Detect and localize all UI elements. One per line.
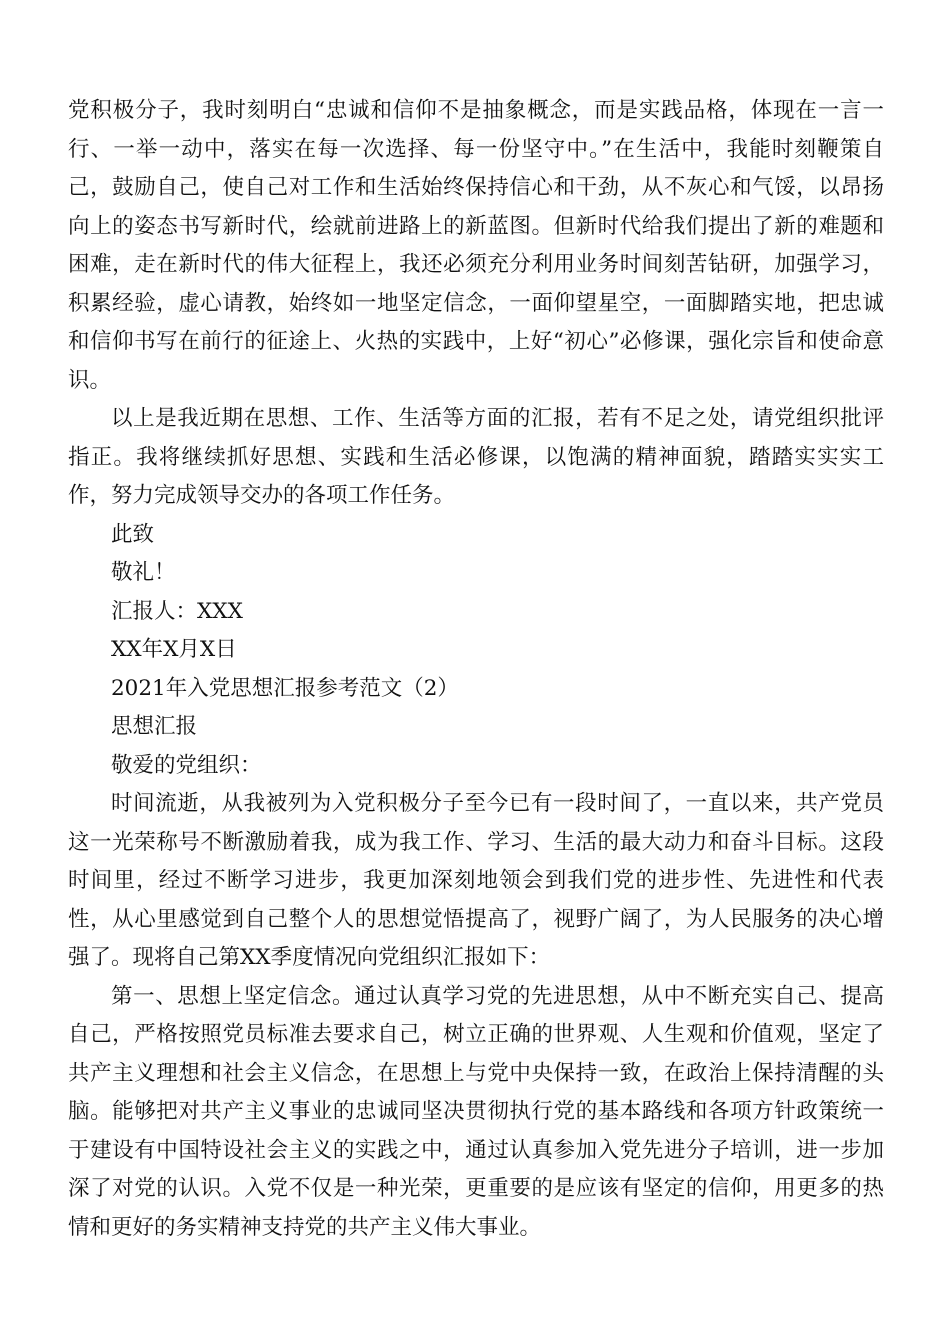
paragraph-summary: 以上是我近期在思想、工作、生活等方面的汇报，若有不足之处，请党组织批评指正。我将继续抓好思想、实践和生活必修课，以饱满的精神面貌，踏踏实实实工作，努力完成领导交办的各项工作任务。	[68, 406, 884, 508]
section-title: 2021年入党思想汇报参考范文（2）	[111, 675, 459, 701]
reporter-line: 汇报人：XXX	[111, 598, 243, 624]
closing-jingli: 敬礼！	[111, 560, 176, 585]
closing-cizhi: 此致	[111, 521, 155, 547]
paragraph-first-point: 第一、思想上坚定信念。通过认真学习党的先进思想，从中不断充实自己、提高自己，严格按照党员标准去要求自己，树立正确的世界观、人生观和价值观，坚定了共产主义理想和社会主义信念，在思想上与党中央保持一致，在政治上保持清醒的头脑。能够把对共产主义事业的忠诚同坚决贯彻执行党的基本路线和各项方针政策统一于建设有中国特设社会主义的实践之中，通过认真参加入党先进分子培训，进一步加深了对党的认识。入党不仅是一种光荣，更重要的是应该有坚定的信仰，用更多的热情和更好的务实精神支持党的共产主义伟大事业。	[68, 983, 884, 1240]
date-line: XX年X月X日	[111, 637, 237, 662]
document-page	[68, 92, 884, 1247]
paragraph-continuation: 党积极分子，我时刻明白“忠诚和信仰不是抽象概念，而是实践品格，体现在一言一行、一举一动中，落实在每一次选择、每一份坚守中。”在生活中，我能时刻鞭策自己，鼓励自己，使自己对工作和生活始终保持信心和干劲，从不灰心和气馁，以昂扬向上的姿态书写新时代，绘就前进路上的新蓝图。但新时代给我们提出了新的难题和困难，走在新时代的伟大征程上，我还必须充分利用业务时间刻苦钻研，加强学习，积累经验，虚心请教，始终如一地坚定信念，一面仰望星空，一面脚踏实地，把忠诚和信仰书写在前行的征途上、火热的实践中，上好“初心”必修课，强化宗旨和使命意识。	[68, 98, 884, 393]
salutation: 敬爱的党组织：	[111, 752, 262, 778]
report-heading: 思想汇报	[111, 714, 198, 739]
paragraph-intro: 时间流逝，从我被列为入党积极分子至今已有一段时间了，一直以来，共产党员这一光荣称号不断激励着我，成为我工作、学习、生活的最大动力和奋斗目标。这段时间里，经过不断学习进步，我更加深刻地领会到我们党的进步性、先进性和代表性，从心里感觉到自己整个人的思想觉悟提高了，视野广阔了，为人民服务的决心增强了。现将自己第XX季度情况向党组织汇报如下：	[68, 791, 884, 970]
